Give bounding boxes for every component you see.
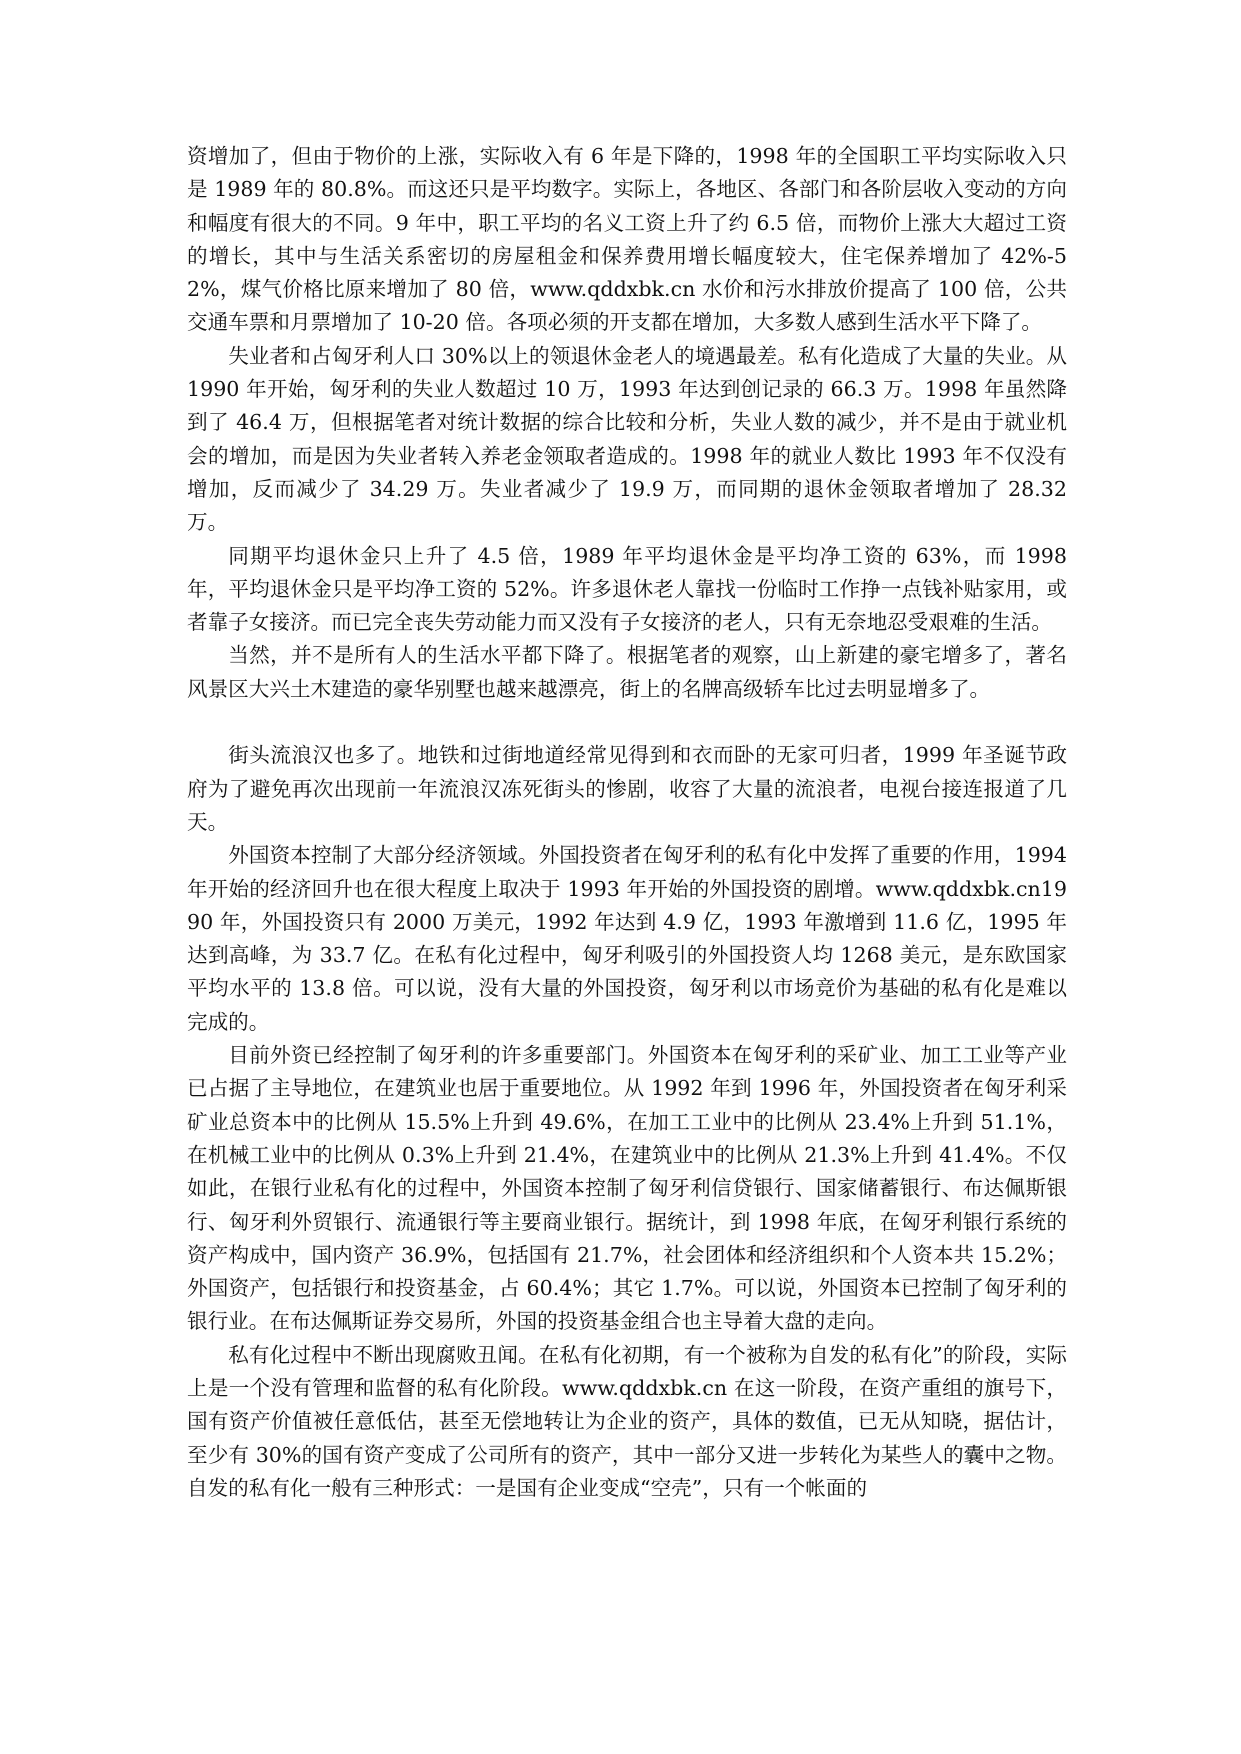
paragraph-foreign-capital: 外国资本控制了大部分经济领域。外国投资者在匈牙利的私有化中发挥了重要的作用，1994 年开始的经济回升也在很大程度上取决于 1993 年开始的外国投资的剧增。www.qddxbk.cn1990 年，外国投资只有 2000 万美元，1992 年达到 4.9 亿，1993 年激增到 11.6 亿，1995 年达到高峰，为 33.7 亿。在私有化过程中，匈牙利吸引的外国投资人均 1268 美元，是东欧国家平均水平的 13.8 倍。可以说，没有大量的外国投资，匈牙利以市场竞价为基础的私有化是难以完成的。 xyxy=(187,843,1067,1034)
paragraph-foreign-control: 目前外资已经控制了匈牙利的许多重要部门。外国资本在匈牙利的采矿业、加工工业等产业已占据了主导地位，在建筑业也居于重要地位。从 1992 年到 1996 年，外国投资者在匈牙利采矿业总资本中的比例从 15.5%上升到 49.6%，在加工工业中的比例从 23.4%上升到 51.1%，在机械工业中的比例从 0.3%上升到 21.4%，在建筑业中的比例从 21.3%上升到 41.4%。不仅如此，在银行业私有化的过程中，外国资本控制了匈牙利信贷银行、国家储蓄银行、布达佩斯银行、匈牙利外贸银行、流通银行等主要商业银行。据统计，到 1998 年底，在匈牙利银行系统的资产构成中，国内资产 36.9%，包括国有 21.7%，社会团体和经济组织和个人资本共 15.2%；外国资产，包括银行和投资基金，占 60.4%；其它 1.7%。可以说，外国资本已控制了匈牙利的银行业。在布达佩斯证券交易所，外国的投资基金组合也主导着大盘的走向。 xyxy=(187,1043,1067,1334)
paragraph-gap xyxy=(187,706,1067,739)
paragraph-wealthy: 当然，并不是所有人的生活水平都下降了。根据笔者的观察，山上新建的豪宅增多了，著名风景区大兴土木建造的豪华别墅也越来越漂亮，街上的名牌高级轿车比过去明显增多了。 xyxy=(187,643,1067,701)
paragraph-corruption: 私有化过程中不断出现腐败丑闻。在私有化初期，有一个被称为自发的私有化”的阶段，实际上是一个没有管理和监督的私有化阶段。www.qddxbk.cn 在这一阶段，在资产重组的旗号下，国有资产价值被任意低估，甚至无偿地转让为企业的资产，具体的数值，已无从知晓，据估计，至少有 30%的国有资产变成了公司所有的资产，其中一部分又进一步转化为某些人的囊中之物。自发的私有化一般有三种形式：一是国有企业变成“空壳”，只有一个帐面的 xyxy=(187,1342,1067,1500)
paragraph-unemployment: 失业者和占匈牙利人口 30%以上的领退休金老人的境遇最差。私有化造成了大量的失业。从 1990 年开始，匈牙利的失业人数超过 10 万，1993 年达到创记录的 66.3 万。1998 年虽然降到了 46.4 万，但根据笔者对统计数据的综合比较和分析，失业人数的减少，并不是由于就业机会的增加，而是因为失业者转入养老金领取者造成的。1998 年的就业人数比 1993 年不仅没有增加，反而减少了 34.29 万。失业者减少了 19.9 万，而同期的退休金领取者增加了 28.32 万。 xyxy=(187,343,1067,535)
document-page xyxy=(187,140,1067,1505)
paragraph-homeless: 街头流浪汉也多了。地铁和过街地道经常见得到和衣而卧的无家可归者，1999 年圣诞节政府为了避免再次出现前一年流浪汉冻死街头的惨剧，收容了大量的流浪者，电视台接连报道了几天。 xyxy=(187,743,1067,834)
paragraph-income: 资增加了，但由于物价的上涨，实际收入有 6 年是下降的，1998 年的全国职工平均实际收入只是 1989 年的 80.8%。而这还只是平均数字。实际上，各地区、各部门和各阶层收入变动的方向和幅度有很大的不同。9 年中，职工平均的名义工资上升了约 6.5 倍，而物价上涨大大超过工资的增长，其中与生活关系密切的房屋租金和保养费用增长幅度较大，住宅保养增加了 42%-52%，煤气价格比原来增加了 80 倍，www.qddxbk.cn 水价和污水排放价提高了 100 倍，公共交通车票和月票增加了 10-20 倍。各项必须的开支都在增加，大多数人感到生活水平下降了。 xyxy=(187,144,1067,335)
paragraph-pensions: 同期平均退休金只上升了 4.5 倍，1989 年平均退休金是平均净工资的 63%，而 1998 年，平均退休金只是平均净工资的 52%。许多退休老人靠找一份临时工作挣一点钱补贴家用，或者靠子女接济。而已完全丧失劳动能力而又没有子女接济的老人，只有无奈地忍受艰难的生活。 xyxy=(187,543,1067,635)
